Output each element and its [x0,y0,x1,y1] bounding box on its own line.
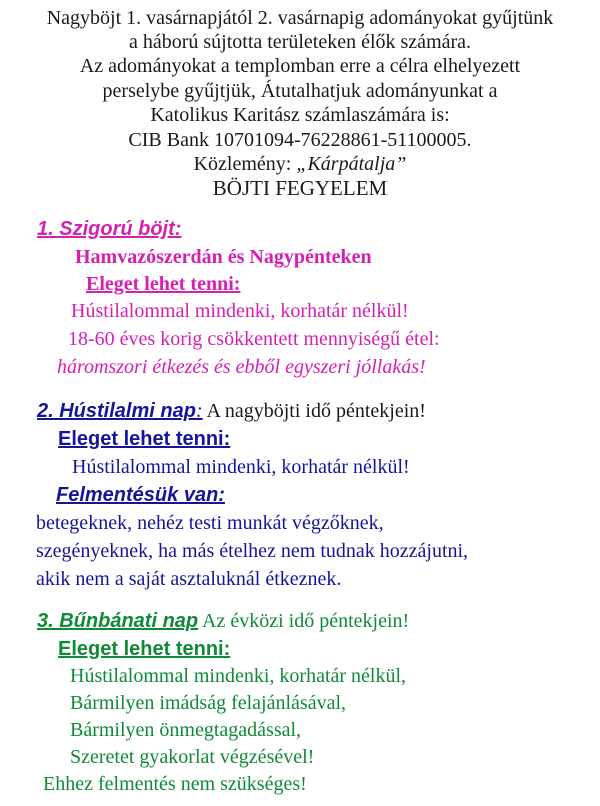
intro-line-3: Az adományokat a templomban erre a célra elhelyezett [79,55,521,77]
intro-line-5: Katolikus Karitász számlaszámára is: [150,104,450,126]
page-title: BÖJTI FEGYELEM [212,176,388,200]
section3-line-3: Bármilyen önmegtagadással, [70,719,302,741]
section3-line-2: Bármilyen imádság felajánlásával, [70,692,347,714]
reference-label: Közlemény: [193,153,297,175]
section2-colon: : [195,400,203,422]
section1-line-1: Hústilalommal mindenki, korhatár nélkül! [71,300,409,322]
section2-title: 2. Hústilalmi nap [37,400,196,422]
intro-line-1: Nagyböjt 1. vasárnapjától 2. vasárnapig adományokat gyűjtünk [46,7,554,29]
section3-line-1: Hústilalommal mindenki, korhatár nélkül, [70,665,407,687]
section1-line-2: 18-60 éves korig csökkentett mennyiségű étel: [68,328,440,350]
section3-period: Az évközi idő péntekjein! [198,610,410,632]
section2-exemption-3: akik nem a saját asztaluknál étkeznek. [36,568,342,590]
section1-days: Hamvazószerdán és Nagypénteken [75,246,372,268]
section2-exemption-heading: Felmentésük van: [56,484,225,506]
section2-subheading: Eleget lehet tenni: [58,428,231,450]
section3-title: 3. Bűnbánati nap [37,610,199,632]
intro-line-2: a háború sújtotta területeken élők számára. [128,31,472,53]
section2-heading [37,399,426,423]
section1-heading: 1. Szigorú böjt: [37,218,182,240]
section1-line-3: háromszori étkezés és ebből egyszeri jóllakás! [57,356,426,378]
section3-line-4: Szeretet gyakorlat végzésével! [70,746,315,768]
section3-line-5: Ehhez felmentés nem szükséges! [43,773,307,795]
section2-line-1: Hústilalommal mindenki, korhatár nélkül! [72,456,410,478]
reference-value: „Kárpátalja” [296,153,407,175]
section1-subheading: Eleget lehet tenni: [86,273,241,295]
section2-period: A nagyböjti idő péntekjein! [202,400,426,422]
intro-line-4: perselybe gyűjtjük, Átutalhatjuk adományunkat a [102,80,498,102]
reference-line [0,152,600,176]
section2-exemption-2: szegényeknek, ha más ételhez nem tudnak hozzájutni, [36,540,469,562]
section2-exemption-1: betegeknek, nehéz testi munkát végzőknek, [36,512,384,534]
section3-subheading: Eleget lehet tenni: [58,638,231,660]
section3-heading [37,609,409,633]
bank-account-line: CIB Bank 10701094-76228861-51100005. [128,129,472,151]
